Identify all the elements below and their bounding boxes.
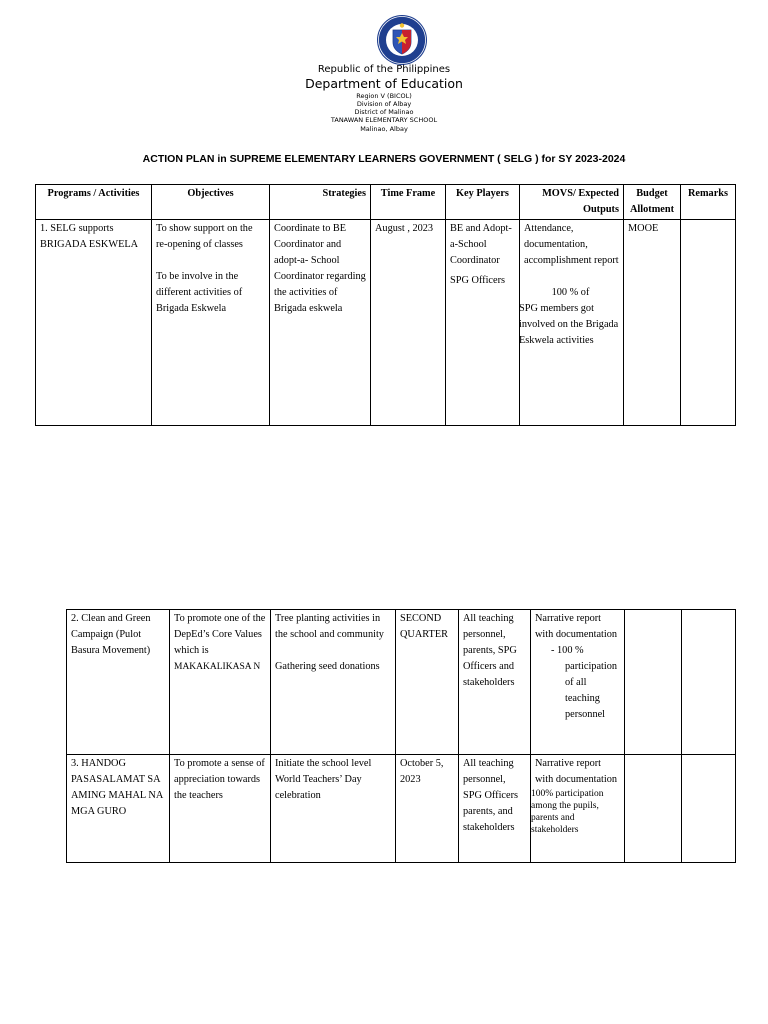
key-players-cell (446, 220, 520, 426)
objectives-cell (170, 610, 271, 755)
remarks-cell (682, 755, 736, 863)
key-players-cell: All teaching personnel, parents, SPG Officers and stakeholders (459, 610, 531, 755)
movs-text: Attendance, documentation, accomplishment report (524, 223, 619, 266)
school-address: Malinao, Albay (360, 125, 408, 133)
strategy-cell (271, 610, 396, 755)
budget-cell (625, 755, 682, 863)
time-frame-cell: October 5, 2023 (396, 755, 459, 863)
strategy-cell: Coordinate to BE Coordinator and adopt-a- School Coordinator regarding the activities of Brigada eskwela (270, 220, 371, 426)
header-key-players: Key Players (446, 185, 520, 220)
deped-seal-logo (376, 14, 428, 66)
movs-text: 100 % of (551, 287, 590, 298)
key-players-text: SPG Officers (450, 275, 506, 286)
district-line: District of Malinao (354, 108, 414, 116)
budget-cell (625, 610, 682, 755)
objective-text: To show support on the re-opening of classes (156, 223, 253, 250)
department-name: Department of Education (305, 76, 463, 91)
objectives-cell: To promote a sense of appreciation towards the teachers (170, 755, 271, 863)
movs-cell (531, 610, 625, 755)
republic-line: Republic of the Philippines (317, 64, 451, 75)
key-players-text: BE and Adopt-a-School Coordinator (450, 223, 512, 266)
header-movs: MOVS/ Expected Outputs (520, 185, 624, 220)
table-row (36, 220, 736, 426)
movs-text: Narrative report with documentation (535, 613, 618, 640)
program-cell: 2. Clean and Green Campaign (Pulot Basura Movement) (67, 610, 170, 755)
time-frame-cell: SECOND QUARTER (396, 610, 459, 755)
budget-cell: MOOE (624, 220, 681, 426)
objective-text: To promote one of the DepEd’s Core Values which is (174, 613, 266, 656)
objectives-cell (152, 220, 270, 426)
header-objectives: Objectives (152, 185, 270, 220)
objective-text: To be involve in the different activities of Brigada Eskwela (156, 271, 243, 314)
header-programs: Programs / Activities (36, 185, 152, 220)
key-players-cell: All teaching personnel, SPG Officers parents, and stakeholders (459, 755, 531, 863)
header-budget: Budget Allotment (624, 185, 681, 220)
movs-text: SPG members got involved on the Brigada Eskwela activities (519, 303, 619, 346)
movs-text: 100% participation among the pupils, parents and stakeholders (531, 789, 604, 835)
time-frame-cell: August , 2023 (371, 220, 446, 426)
movs-bullet: - 100 % participation of all teaching personnel (565, 643, 620, 723)
header-row (36, 185, 736, 220)
table-row (67, 610, 736, 755)
table-row (67, 755, 736, 863)
division-line: Division of Albay (356, 100, 412, 108)
action-plan-table-1 (35, 184, 736, 426)
strategy-text: Gathering seed donations (275, 661, 380, 672)
region-line: Region V (BICOL) (356, 92, 412, 100)
action-plan-table-2 (66, 609, 736, 863)
movs-cell (520, 220, 624, 426)
movs-text: Narrative report with documentation (535, 758, 618, 785)
strategy-text: Tree planting activities in the school and community (275, 613, 384, 640)
page-title: ACTION PLAN in SUPREME ELEMENTARY LEARNERS GOVERNMENT ( SELG ) for SY 2023-2024 (142, 153, 626, 165)
header-time-frame: Time Frame (371, 185, 446, 220)
strategy-cell: Initiate the school level World Teachers’ Day celebration (271, 755, 396, 863)
movs-cell (531, 755, 625, 863)
program-cell: 3. HANDOG PASASALAMAT SA AMING MAHAL NA MGA GURO (67, 755, 170, 863)
header-strategies: Strategies (270, 185, 371, 220)
remarks-cell (681, 220, 736, 426)
school-name: TANAWAN ELEMENTARY SCHOOL (330, 116, 438, 124)
objective-text: MAKAKALIKASA N (174, 662, 261, 672)
header-remarks: Remarks (681, 185, 736, 220)
program-cell: 1. SELG supports BRIGADA ESKWELA (36, 220, 152, 426)
remarks-cell (682, 610, 736, 755)
